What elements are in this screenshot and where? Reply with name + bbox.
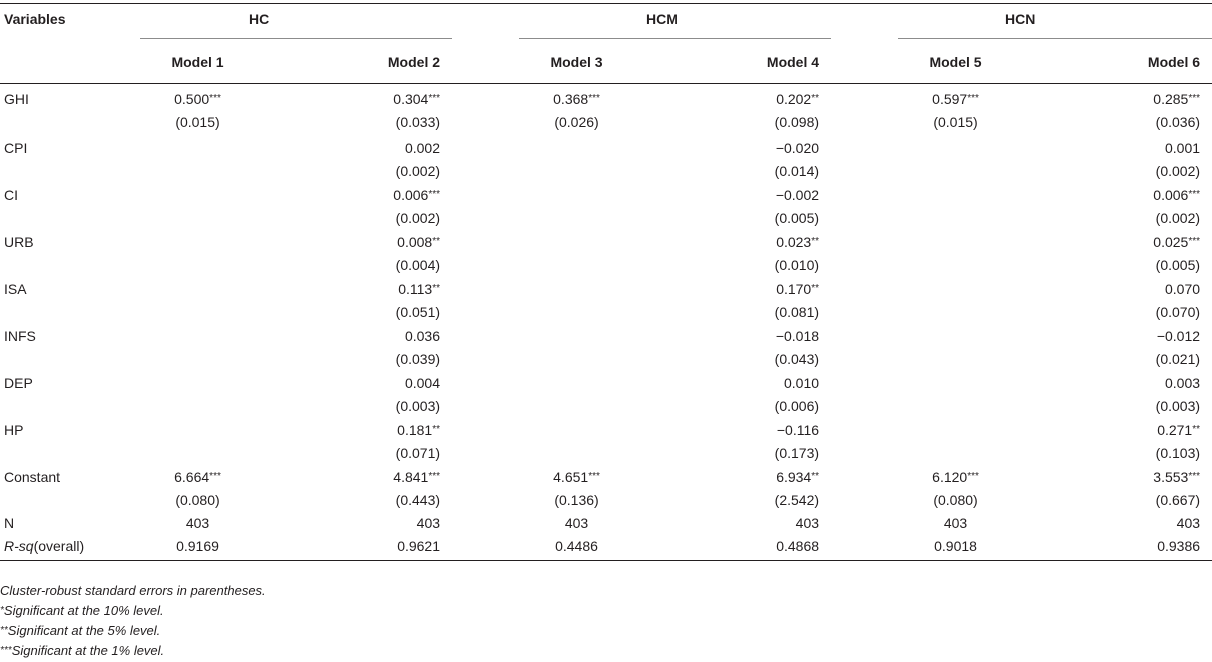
coef-cell (519, 277, 634, 324)
coefficient-value: 6.120 (932, 468, 968, 485)
significance-stars: *** (588, 93, 600, 104)
model-header: Model 1 (171, 53, 224, 70)
standard-error: (0.081) (774, 303, 820, 320)
standard-error: (0.043) (774, 350, 820, 367)
standard-error: (0.005) (774, 209, 820, 226)
coef-cell (255, 183, 452, 230)
standard-error: (0.003) (395, 397, 441, 414)
coefficient-value: 0.181 (397, 421, 433, 438)
row-label (0, 535, 140, 561)
coef-cell (140, 84, 255, 136)
row-label: N (4, 514, 15, 531)
standard-error: (0.071) (395, 444, 441, 461)
coef-cell (255, 324, 452, 371)
coefficient (898, 466, 1013, 489)
coefficient (634, 137, 819, 160)
significance-stars: ** (432, 235, 441, 247)
coef-cell (634, 324, 831, 371)
significance-stars: *** (428, 470, 441, 482)
group-header-hcm (519, 4, 831, 38)
significance-stars: *** (209, 93, 221, 104)
table-row (0, 230, 1212, 277)
row-label: DEP (4, 374, 33, 391)
coef-cell (634, 371, 831, 418)
coefficient-value: 4.651 (553, 468, 589, 485)
group-header-hcn-label: HCN (1005, 11, 1036, 27)
coef-cell (140, 277, 255, 324)
standard-error: (0.002) (1155, 209, 1201, 226)
standard-error: (0.103) (1155, 444, 1201, 461)
coef-cell (140, 136, 255, 183)
standard-error: (0.080) (933, 491, 978, 508)
row-label: Constant (4, 468, 61, 485)
coef-cell (634, 84, 831, 136)
coefficient (634, 231, 819, 254)
standard-error: (2.542) (774, 491, 820, 508)
rsq-value: 0.4486 (555, 537, 598, 554)
standard-error: (0.173) (774, 444, 820, 461)
coefficient-value: −0.018 (775, 327, 820, 344)
standard-error: (0.051) (395, 303, 441, 320)
coefficient-value: 6.934 (776, 468, 812, 485)
note-stars: * (0, 605, 4, 616)
standard-error: (0.080) (175, 491, 220, 508)
standard-error: (0.098) (774, 114, 820, 130)
note-5pct (0, 621, 266, 641)
table-row (0, 465, 1212, 512)
standard-error: (0.005) (1155, 256, 1201, 273)
group-header-hc-label: HC (249, 11, 270, 27)
standard-error: (0.010) (774, 256, 820, 273)
coef-cell (1013, 136, 1212, 183)
regression-table (0, 3, 1212, 561)
standard-error: (0.036) (1155, 114, 1201, 130)
model-header: Model 3 (550, 53, 603, 70)
table-row-n (0, 512, 1212, 535)
note-text: Significant at the 5% level. (7, 623, 161, 638)
coefficient-value: −0.020 (775, 139, 820, 156)
coefficient-value: 0.003 (1164, 374, 1201, 391)
coef-cell (1013, 465, 1212, 512)
coefficient-value: 0.170 (776, 280, 812, 297)
standard-error: (0.015) (933, 114, 978, 130)
coef-cell (898, 183, 1013, 230)
coefficient (255, 88, 440, 111)
variables-header: Variables (4, 11, 66, 27)
significance-stars: *** (967, 470, 979, 482)
coef-cell (255, 84, 452, 136)
n-value: 403 (1176, 514, 1201, 531)
coefficient-value: 0.025 (1153, 233, 1189, 250)
standard-error: (0.021) (1155, 350, 1201, 367)
group-header-hcm-label: HCM (646, 11, 678, 27)
model-header: Model 4 (766, 53, 820, 70)
coef-cell (519, 418, 634, 465)
n-value: 403 (564, 514, 589, 531)
standard-error: (0.026) (554, 114, 599, 130)
coefficient-value: 0.500 (174, 91, 210, 107)
coefficient (1013, 372, 1200, 395)
coefficient (634, 372, 819, 395)
coef-cell (519, 324, 634, 371)
n-value: 403 (795, 514, 820, 531)
significance-stars: *** (1188, 235, 1201, 247)
coefficient (255, 137, 440, 160)
coefficient (255, 466, 440, 489)
standard-error: (0.003) (1155, 397, 1201, 414)
standard-error: (0.002) (395, 209, 441, 226)
significance-stars: *** (209, 470, 221, 482)
significance-stars: *** (967, 93, 979, 104)
rsq-label-rest: (overall) (33, 537, 85, 554)
coefficient (634, 466, 819, 489)
table-row (0, 418, 1212, 465)
coef-cell (898, 230, 1013, 277)
coefficient-value: 0.023 (776, 233, 812, 250)
coef-cell (519, 230, 634, 277)
coef-cell (255, 230, 452, 277)
coef-cell (140, 465, 255, 512)
coef-cell (898, 277, 1013, 324)
coef-cell (634, 183, 831, 230)
coefficient (255, 325, 440, 348)
coef-cell (634, 136, 831, 183)
coefficient-value: 0.597 (932, 91, 968, 107)
coefficient-value: −0.012 (1156, 327, 1201, 344)
rsq-label-italic: R-sq (4, 537, 34, 554)
row-label: INFS (4, 327, 36, 344)
rsq-value: 0.4868 (776, 537, 820, 554)
table-row (0, 183, 1212, 230)
significance-stars: *** (1188, 188, 1201, 200)
coef-cell (255, 465, 452, 512)
coef-cell (898, 371, 1013, 418)
coef-cell (898, 465, 1013, 512)
coef-cell (255, 136, 452, 183)
standard-error: (0.015) (175, 114, 220, 130)
significance-stars: ** (432, 423, 441, 435)
coef-cell (140, 418, 255, 465)
coefficient-value: 0.304 (393, 91, 429, 107)
coefficient (634, 419, 819, 442)
coefficient (1013, 231, 1200, 254)
table-row-rsq (0, 535, 1212, 561)
model-header: Model 5 (929, 53, 982, 70)
coefficient-value: 6.664 (174, 468, 210, 485)
coef-cell (1013, 183, 1212, 230)
coef-cell (1013, 230, 1212, 277)
coefficient (519, 466, 634, 489)
standard-error: (0.039) (395, 350, 441, 367)
coef-cell (140, 183, 255, 230)
significance-stars: ** (811, 93, 820, 104)
coefficient (255, 184, 440, 207)
note-stars: *** (0, 645, 12, 656)
coefficient-value: 0.006 (1153, 186, 1189, 203)
significance-stars: ** (811, 470, 820, 482)
row-label: CI (4, 186, 18, 203)
coefficient-value: −0.002 (775, 186, 820, 203)
standard-error: (0.033) (395, 114, 441, 130)
coef-cell (898, 324, 1013, 371)
n-value: 403 (185, 514, 210, 531)
coefficient (634, 325, 819, 348)
coefficient-value: 4.841 (393, 468, 429, 485)
group-rule-hcn (898, 38, 1212, 39)
row-label: HP (4, 421, 24, 438)
coef-cell (1013, 277, 1212, 324)
standard-error: (0.070) (1155, 303, 1201, 320)
table-row (0, 136, 1212, 183)
coefficient-value: 0.008 (397, 233, 433, 250)
coefficient (140, 88, 255, 111)
coefficient (1013, 466, 1200, 489)
standard-error: (0.004) (395, 256, 441, 273)
note-10pct (0, 601, 266, 621)
coef-cell (255, 371, 452, 418)
standard-error: (0.014) (774, 162, 820, 179)
coef-cell (1013, 371, 1212, 418)
coef-cell (519, 136, 634, 183)
row-label: GHI (4, 91, 29, 107)
coef-cell (519, 371, 634, 418)
rsq-value: 0.9386 (1157, 537, 1201, 554)
model-header: Model 6 (1147, 53, 1201, 70)
coef-cell (634, 230, 831, 277)
table-row (0, 277, 1212, 324)
row-label: URB (4, 233, 34, 250)
significance-stars: *** (588, 470, 600, 482)
coefficient-value: 0.006 (393, 186, 429, 203)
significance-stars: ** (1192, 423, 1201, 435)
coefficient-value: 0.010 (783, 374, 820, 391)
coef-cell (519, 183, 634, 230)
standard-error: (0.136) (554, 491, 599, 508)
note-text: Significant at the 10% level. (3, 603, 164, 618)
coefficient (1013, 88, 1200, 111)
coef-cell (1013, 324, 1212, 371)
model-header: Model 2 (387, 53, 441, 70)
table-notes (0, 581, 266, 661)
coefficient-value: 0.271 (1157, 421, 1193, 438)
coefficient-value: 0.002 (404, 139, 441, 156)
group-header-hc (140, 4, 452, 38)
group-header-hcn (898, 4, 1212, 38)
coef-cell (898, 418, 1013, 465)
coefficient-value: 0.001 (1164, 139, 1201, 156)
standard-error: (0.002) (1155, 162, 1201, 179)
note-1pct (0, 641, 266, 661)
significance-stars: *** (1188, 93, 1201, 104)
coefficient (1013, 325, 1200, 348)
coefficient (140, 466, 255, 489)
coef-cell (1013, 418, 1212, 465)
significance-stars: ** (432, 282, 441, 294)
coef-cell (1013, 84, 1212, 136)
standard-error: (0.667) (1155, 491, 1201, 508)
table-row (0, 371, 1212, 418)
coefficient-value: 0.368 (553, 91, 589, 107)
coefficient (255, 372, 440, 395)
rsq-value: 0.9169 (176, 537, 219, 554)
significance-stars: *** (428, 93, 441, 104)
coef-cell (519, 84, 634, 136)
table-body (0, 84, 1212, 561)
coef-cell (634, 418, 831, 465)
standard-error: (0.443) (395, 491, 441, 508)
table-row (0, 84, 1212, 136)
row-label: ISA (4, 280, 27, 297)
coefficient (519, 88, 634, 111)
coefficient-value: −0.116 (776, 421, 820, 438)
coef-cell (140, 230, 255, 277)
coefficient-value: 0.070 (1164, 280, 1201, 297)
coefficient (255, 278, 440, 301)
coefficient (255, 231, 440, 254)
rsq-value: 0.9018 (934, 537, 977, 554)
standard-error: (0.006) (774, 397, 820, 414)
significance-stars: *** (428, 188, 441, 200)
coefficient-value: 0.202 (776, 91, 812, 107)
coefficient-value: 3.553 (1153, 468, 1189, 485)
coef-cell (634, 465, 831, 512)
coef-cell (140, 371, 255, 418)
coef-cell (898, 136, 1013, 183)
coefficient (1013, 184, 1200, 207)
coefficient-value: 0.004 (404, 374, 441, 391)
group-rule-hcm (519, 38, 831, 39)
coefficient (634, 88, 819, 111)
rsq-value: 0.9621 (397, 537, 441, 554)
coef-cell (255, 418, 452, 465)
standard-error: (0.002) (395, 162, 441, 179)
coefficient (898, 88, 1013, 111)
coefficient-value: 0.113 (398, 280, 433, 297)
coefficient (1013, 419, 1200, 442)
coef-cell (519, 465, 634, 512)
significance-stars: ** (811, 235, 820, 247)
coefficient (634, 184, 819, 207)
group-rule-hc (140, 38, 452, 39)
significance-stars: ** (811, 282, 820, 294)
coefficient (1013, 278, 1200, 301)
coefficient (634, 278, 819, 301)
coefficient-value: 0.285 (1153, 91, 1189, 107)
coefficient (1013, 137, 1200, 160)
coefficient-value: 0.036 (404, 327, 441, 344)
coef-cell (898, 84, 1013, 136)
row-label: CPI (4, 139, 28, 156)
note-text: Significant at the 1% level. (11, 643, 165, 658)
coef-cell (634, 277, 831, 324)
significance-stars: *** (1188, 470, 1201, 482)
n-value: 403 (416, 514, 441, 531)
n-value: 403 (943, 514, 968, 531)
note-stars: ** (0, 625, 8, 636)
note-clustered-se: Cluster-robust standard errors in parentheses. (0, 583, 266, 598)
coefficient (255, 419, 440, 442)
table-row (0, 324, 1212, 371)
coef-cell (140, 324, 255, 371)
coef-cell (255, 277, 452, 324)
